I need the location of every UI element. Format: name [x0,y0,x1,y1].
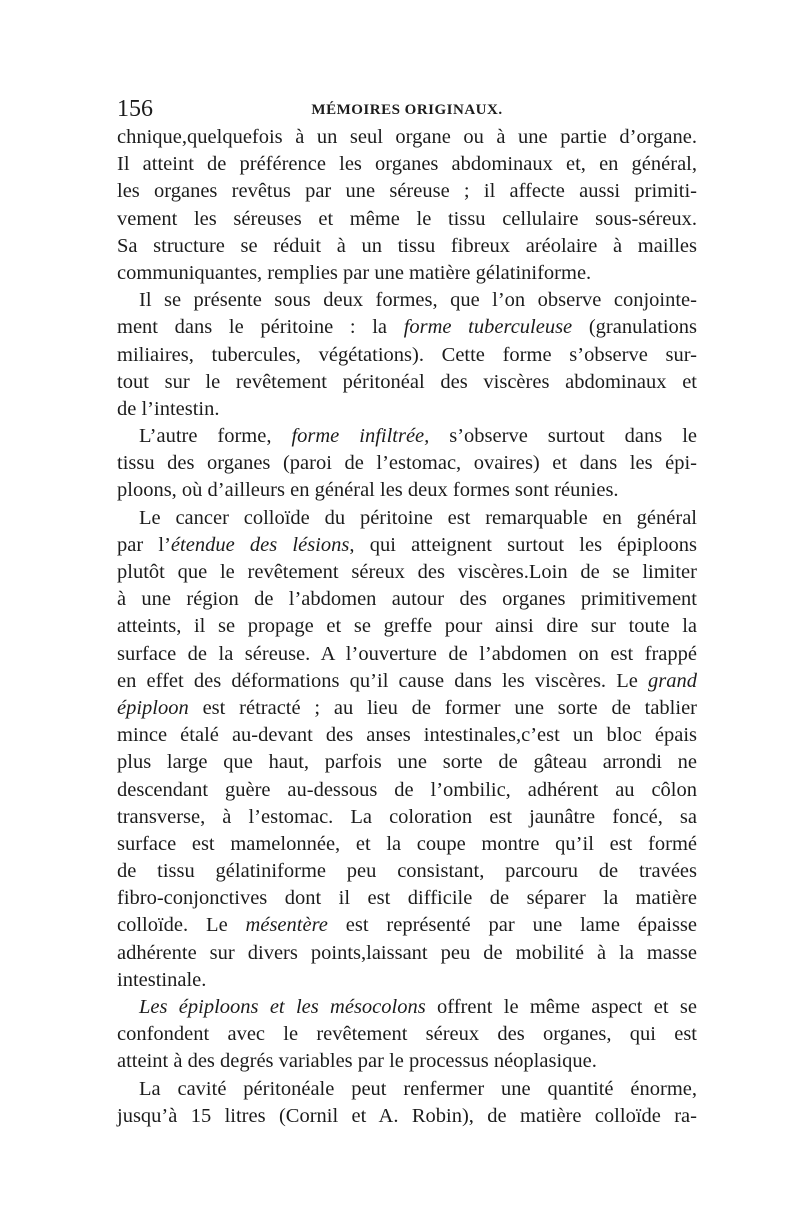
text-span: communiquantes, remplies par une matière gélatiniforme. [117,261,592,284]
text-line [117,1048,697,1075]
text-line [117,369,697,396]
text-line [117,124,697,151]
text-span: de l’intestin. [117,397,220,420]
text-span: de tissu gélatiniforme peu consistant, parcouru de travées [117,860,697,883]
text-line [117,804,697,831]
text-span: est rétracté ; au lieu de former une sorte de tablier [188,696,697,719]
text-line [117,314,697,341]
text-span: Il se présente sous deux formes, que l’on observe conjointe- [139,289,697,312]
text-span: par l’ [117,533,171,556]
text-line [117,1076,697,1103]
text-line [117,206,697,233]
text-span: plutôt que le revêtement séreux des viscères.Loin de se limiter [117,561,697,583]
text-span: , qui atteignent surtout les épiploons [349,533,697,556]
text-line [117,586,697,613]
text-line [117,967,697,994]
text-line [117,749,697,776]
text-line [117,1103,697,1130]
text-span: atteint à des degrés variables par le processus néoplasique. [117,1050,597,1073]
text-span: les organes revêtus par une séreuse ; il affecte aussi primiti- [117,180,697,203]
text-span: ment dans le péritoine : la [117,316,404,339]
text-span: descendant guère au-dessous de l’ombilic, adhérent au côlon [117,778,697,801]
text-span: atteints, il se propage et se greffe pour ainsi dire sur toute la [117,615,697,638]
text-line [117,1021,697,1048]
running-title: MÉMOIRES ORIGINAUX. [311,102,503,118]
text-span: (granulations [572,316,697,339]
text-span: transverse, à l’estomac. La coloration est jaunâtre foncé, sa [117,805,697,828]
text-span: en effet des déformations qu’il cause dans les viscères. Le [117,669,649,692]
italic-span: forme infiltrée, [291,425,430,448]
text-span: tissu des organes (paroi de l’estomac, ovaires) et dans les épi- [117,452,697,475]
text-span: confondent avec le revêtement séreux des organes, qui est [117,1023,697,1046]
text-span: Le cancer colloïde du péritoine est remarquable en général [139,506,697,529]
text-line [117,912,697,939]
text-line [117,641,697,668]
running-head [117,96,697,126]
text-span: chnique,quelquefois à un seul organe ou à une partie d’organe. [117,126,697,148]
text-span: adhérente sur divers points,laissant peu de mobilité à la masse [117,941,697,964]
text-span: vement les séreuses et même le tissu cellulaire sous-séreux. [117,207,697,230]
text-span: s’observe surtout dans le [429,425,698,448]
text-span: surface est mamelonnée, et la coupe montre qu’il est formé [117,832,697,855]
text-span: intestinale. [117,968,207,991]
text-span: La cavité péritonéale peut renfermer une quantité énorme, [139,1077,697,1100]
text-line [117,777,697,804]
text-line [117,260,697,287]
text-line [117,233,697,260]
text-line [117,532,697,559]
text-span: miliaires, tubercules, végétations). Cette forme s’observe sur- [117,343,697,366]
italic-span: forme tuberculeuse [403,316,573,339]
text-line [117,668,697,695]
text-line [117,287,697,314]
text-span: mince étalé au-devant des anses intestinales,c’est un bloc épais [117,724,697,747]
text-span: surface de la séreuse. A l’ouverture de l’abdomen on est frappé [117,642,697,665]
text-span: fibro-conjonctives dont il est difficile de séparer la matière [117,887,697,910]
text-span: Sa structure se réduit à un tissu fibreux aréolaire à mailles [117,234,697,257]
text-line [117,505,697,532]
text-span: Il atteint de préférence les organes abdominaux et, en général, [117,153,697,176]
italic-span: étendue des lésions [170,533,350,556]
text-span: est représenté par une lame épaisse [327,914,697,937]
text-span: offrent le même aspect et se [425,996,697,1018]
italic-span: grand [648,669,697,692]
text-line [117,994,697,1021]
text-line [117,858,697,885]
text-span: ploons, où d’ailleurs en général les deux formes sont réunies. [117,479,619,502]
italic-span: mésentère [245,914,328,937]
text-span: tout sur le revêtement péritonéal des viscères abdominaux et [117,370,697,393]
text-span: à une région de l’abdomen autour des organes primitivement [117,588,697,611]
italic-span: épiploon [117,696,189,719]
text-line [117,423,697,450]
text-line [117,940,697,967]
text-line [117,342,697,369]
text-line [117,396,697,423]
text-line [117,613,697,640]
text-line [117,477,697,504]
text-line [117,695,697,722]
text-span: jusqu’à 15 litres (Cornil et A. Robin), de matière colloïde ra- [117,1104,697,1127]
body-text [117,124,697,1130]
italic-span: Les épiploons et les mésocolons [139,996,426,1018]
text-line [117,450,697,477]
text-line [117,722,697,749]
text-line [117,559,697,586]
text-line [117,885,697,912]
text-line [117,178,697,205]
text-span: colloïde. Le [117,914,246,937]
text-span: L’autre forme, [139,425,292,448]
text-line [117,831,697,858]
text-span: plus large que haut, parfois une sorte de gâteau arrondi ne [117,751,697,774]
page-number: 156 [117,96,153,122]
text-line [117,151,697,178]
